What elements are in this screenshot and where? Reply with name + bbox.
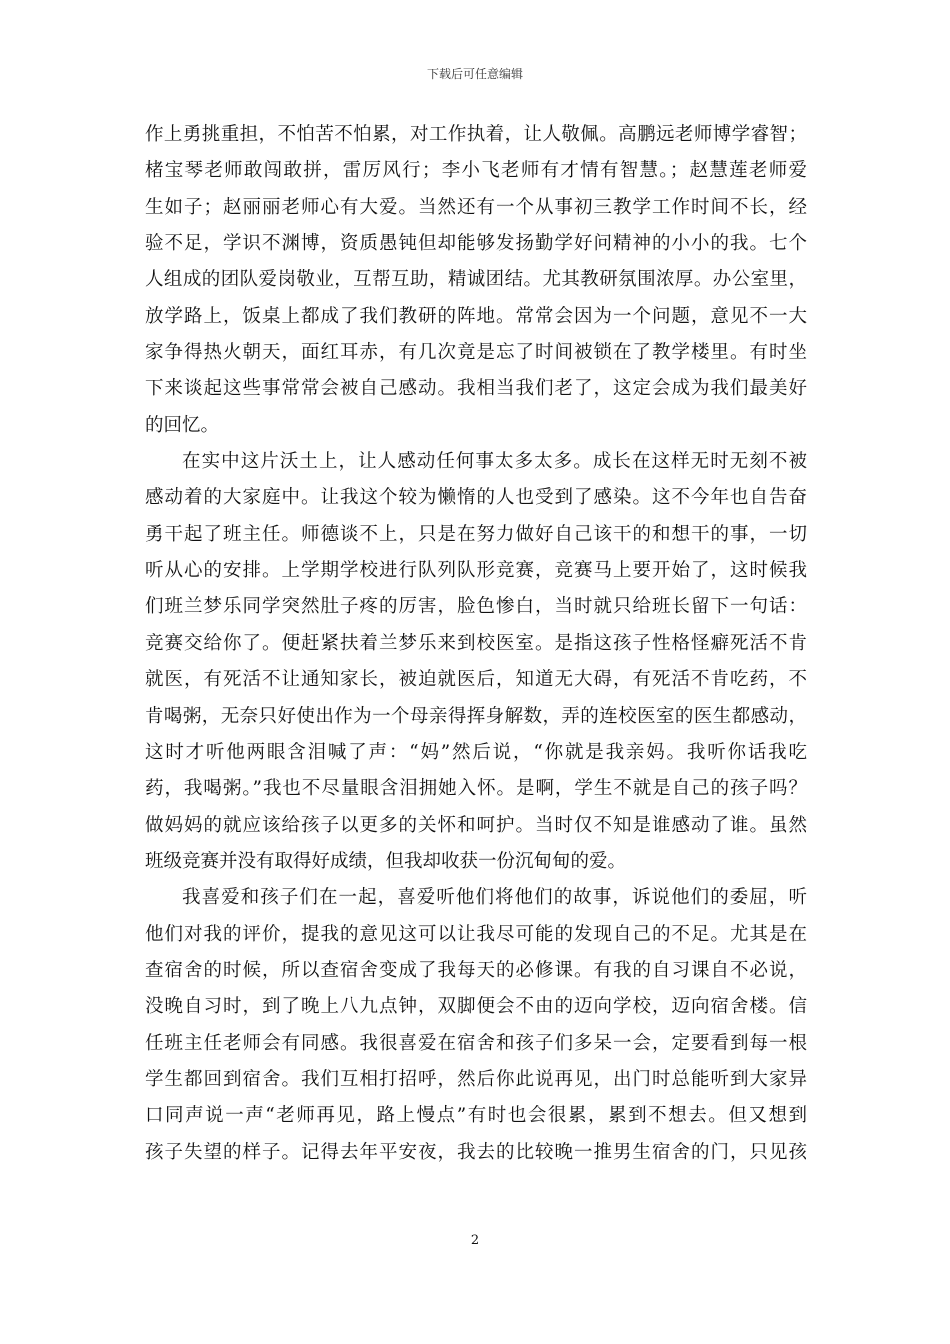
text-line: 听从心的安排。上学期学校进行队列队形竞赛，竞赛马上要开始了，这时候我: [145, 560, 807, 582]
text-line: 勇干起了班主任。师德谈不上，只是在努力做好自己该干的和想干的事，一切: [145, 523, 807, 545]
page-header: 下载后可任意编辑: [426, 67, 523, 81]
paragraph-3: [145, 880, 807, 1171]
text-line: 下来谈起这些事常常会被自己感动。我相当我们老了，这定会成为我们最美好: [145, 378, 807, 400]
text-line: 药，我喝粥。”我也不尽量眼含泪拥她入怀。是啊，学生不就是自己的孩子吗？: [145, 778, 807, 800]
text-line: 孩子失望的样子。记得去年平安夜，我去的比较晚一推男生宿舍的门，只见孩: [145, 1141, 807, 1163]
text-line: 的回忆。: [145, 414, 220, 436]
text-line: 学生都回到宿舍。我们互相打招呼，然后你此说再见，出门时总能听到大家异: [145, 1068, 807, 1090]
text-line: 肯喝粥，无奈只好使出作为一个母亲得挥身解数，弄的连校医室的医生都感动，: [145, 705, 807, 727]
text-line: 任班主任老师会有同感。我很喜爱在宿舍和孩子们多呆一会，定要看到每一根: [145, 1032, 807, 1054]
text-line: 就医，有死活不让通知家长，被迫就医后，知道无大碍，有死活不肯吃药，不: [145, 669, 807, 691]
text-line: 感动着的大家庭中。让我这个较为懒惰的人也受到了感染。这不今年也自告奋: [145, 487, 807, 509]
text-line: 没晚自习时，到了晚上八九点钟，双脚便会不由的迈向学校，迈向宿舍楼。信: [145, 996, 807, 1018]
text-line: 在实中这片沃土上，让人感动任何事太多太多。成长在这样无时无刻不被: [182, 451, 807, 473]
paragraph-2: [145, 444, 807, 880]
text-line: 口同声说一声“老师再见，路上慢点”有时也会很累，累到不想去。但又想到: [145, 1105, 807, 1127]
document-body: [145, 117, 807, 1171]
text-line: 们班兰梦乐同学突然肚子疼的厉害，脸色惨白，当时就只给班长留下一句话：: [145, 596, 807, 618]
text-line: 我喜爱和孩子们在一起，喜爱听他们将他们的故事，诉说他们的委屈，听: [182, 887, 807, 909]
text-line: 生如子；赵丽丽老师心有大爱。当然还有一个从事初三教学工作时间不长，经: [145, 196, 807, 218]
paragraph-1: [145, 117, 807, 444]
text-line: 放学路上，饭桌上都成了我们教研的阵地。常常会因为一个问题，意见不一大: [145, 305, 807, 327]
text-line: 人组成的团队爱岗敬业，互帮互助，精诚团结。尤其教研氛围浓厚。办公室里，: [145, 269, 807, 291]
text-line: 他们对我的评价，提我的意见这可以让我尽可能的发现自己的不足。尤其是在: [145, 923, 807, 945]
page-number: 2: [470, 1233, 480, 1248]
text-line: 竞赛交给你了。便赶紧扶着兰梦乐来到校医室。是指这孩子性格怪癖死活不肯: [145, 632, 807, 654]
text-line: 验不足，学识不渊博，资质愚钝但却能够发扬勤学好问精神的小小的我。七个: [145, 233, 807, 255]
text-line: 查宿舍的时候，所以查宿舍变成了我每天的必修课。有我的自习课自不必说，: [145, 959, 807, 981]
text-line: 楮宝琴老师敢闯敢拼，雷厉风行；李小飞老师有才情有智慧。；赵慧莲老师爱: [145, 160, 807, 182]
text-line: 家争得热火朝天，面红耳赤，有几次竟是忘了时间被锁在了教学楼里。有时坐: [145, 342, 807, 364]
text-line: 班级竞赛并没有取得好成绩，但我却收获一份沉甸甸的爱。: [145, 850, 627, 872]
text-line: 这时才听他两眼含泪喊了声：“妈”然后说，“你就是我亲妈。我听你话我吃: [145, 741, 807, 763]
text-line: 作上勇挑重担，不怕苦不怕累，对工作执着，让人敬佩。高鹏远老师博学睿智；: [145, 124, 807, 145]
text-line: 做妈妈的就应该给孩子以更多的关怀和呵护。当时仅不知是谁感动了谁。虽然: [145, 814, 807, 836]
